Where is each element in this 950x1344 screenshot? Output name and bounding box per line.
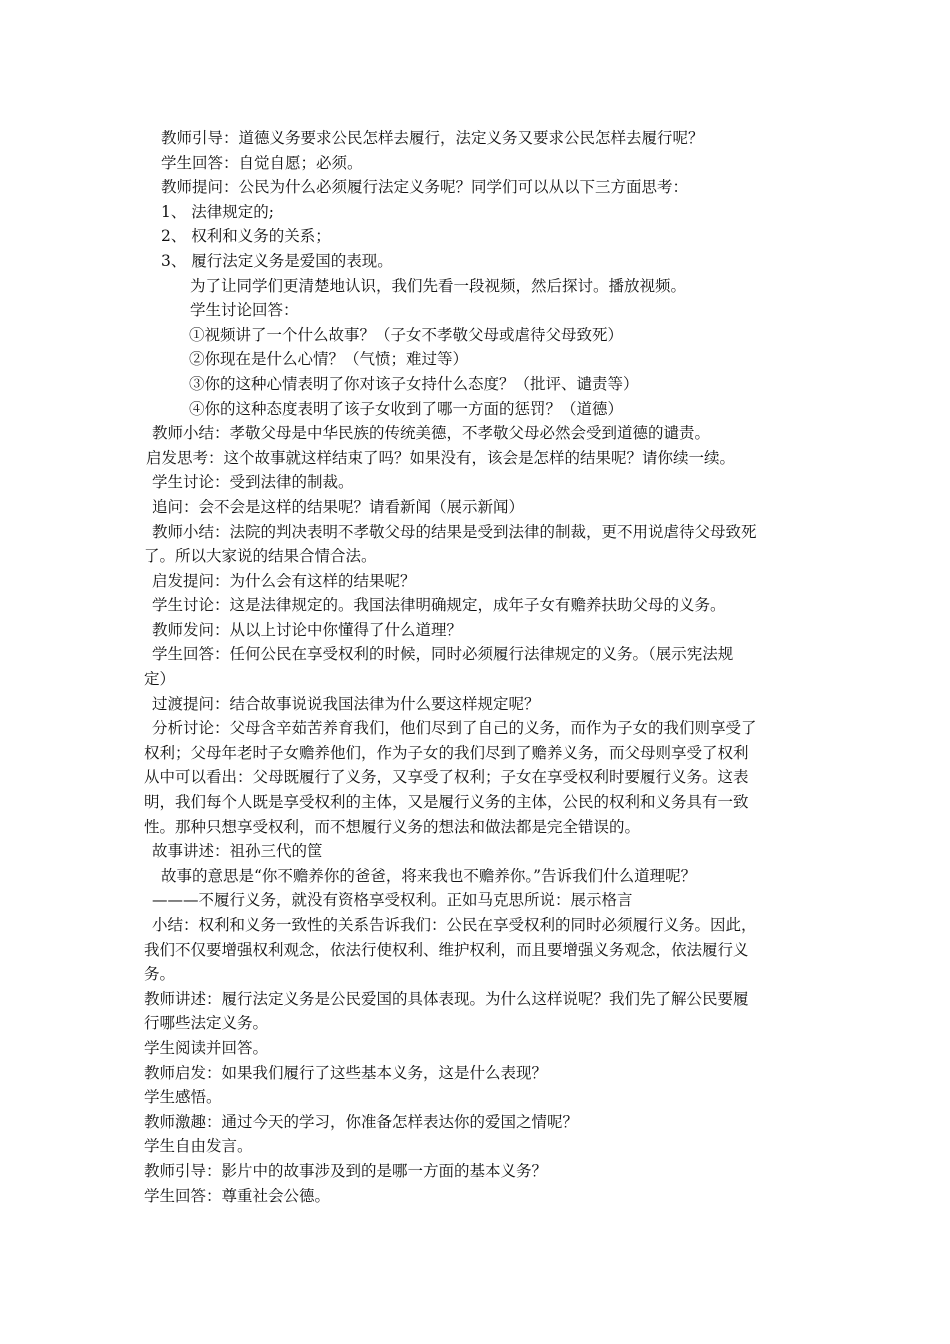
list-item: 1、 法律规定的;: [161, 202, 275, 221]
list-item: ②你现在是什么心情？（气愤；难过等）: [189, 350, 469, 369]
list-item: 2、 权利和义务的关系；: [161, 227, 331, 246]
paragraph-line: 教师启发：如果我们履行了这些基本义务，这是什么表现？: [144, 1063, 548, 1082]
paragraph-line: 教师讲述：履行法定义务是公民爱国的具体表现。为什么这样说呢？我们先了解公民要履: [144, 989, 749, 1008]
paragraph-line: 学生回答：尊重社会公德。: [144, 1186, 331, 1205]
paragraph-line: 小结：权利和义务一致性的关系告诉我们：公民在享受权利的同时必须履行义务。因此，: [152, 916, 757, 934]
paragraph-line: 教师小结：孝敬父母是中华民族的传统美德，不孝敬父母必然会受到道德的谴责。: [152, 424, 711, 443]
paragraph-line: 明，我们每个人既是享受权利的主体，又是履行义务的主体，公民的权利和义务具有一致: [144, 793, 749, 812]
paragraph-line: 从中可以看出：父母既履行了义务，又享受了权利；子女在享受权利时要履行义务。这表: [144, 768, 749, 787]
paragraph-line: 启发提问：为什么会有这样的结果呢？: [152, 571, 416, 590]
list-item: ③你的这种心情表明了你对该子女持什么态度？（批评、谴责等）: [189, 374, 639, 393]
paragraph-line: 启发思考：这个故事就这样结束了吗？如果没有，该会是怎样的结果呢？请你续一续。: [146, 448, 736, 467]
paragraph-line: 过渡提问：结合故事说说我国法律为什么要这样规定呢？: [152, 694, 540, 713]
paragraph-line: 我们不仅要增强权利观念，依法行使权利、维护权利，而且要增强义务观念，依法履行义: [144, 940, 749, 959]
paragraph-line: 为了让同学们更清楚地认识，我们先看一段视频，然后探讨。播放视频。: [190, 276, 687, 295]
paragraph-line: 分析讨论：父母含辛茹苦养育我们，他们尽到了自己的义务，而作为子女的我们则享受了: [152, 719, 757, 738]
paragraph-line: 务。: [144, 965, 176, 984]
list-item: 3、 履行法定义务是爱国的表现。: [161, 251, 393, 270]
paragraph-line: 学生阅读并回答。: [144, 1038, 269, 1057]
paragraph-line: 行哪些法定义务。: [144, 1014, 269, 1033]
paragraph-line: 学生讨论回答：: [190, 301, 299, 320]
paragraph-line: 性。那种只想享受权利，而不想履行义务的想法和做法都是完全错误的。: [144, 817, 641, 836]
list-item: ④你的这种态度表明了该子女收到了哪一方面的惩罚？（道德）: [189, 399, 624, 418]
paragraph-line: ———不履行义务，就没有资格享受权利。正如马克思所说：展示格言: [152, 891, 633, 910]
paragraph-line: 教师小结：法院的判决表明不孝敬父母的结果是受到法律的制裁，更不用说虐待父母致死: [152, 522, 757, 541]
paragraph-line: 故事的意思是“你不赡养你的爸爸，将来我也不赡养你。”告诉我们什么道理呢？: [161, 866, 697, 885]
paragraph-line: 教师引导：影片中的故事涉及到的是哪一方面的基本义务？: [144, 1161, 548, 1180]
paragraph-line: 学生回答：自觉自愿；必须。: [161, 153, 363, 172]
document-body: [144, 126, 814, 1208]
paragraph-line: 教师激趣：通过今天的学习，你准备怎样表达你的爱国之情呢？: [144, 1112, 579, 1131]
paragraph-line: 定）: [144, 670, 176, 689]
paragraph-line: 故事讲述：祖孙三代的筐: [152, 842, 323, 861]
paragraph-line: 教师引导：道德义务要求公民怎样去履行，法定义务又要求公民怎样去履行呢？: [161, 129, 704, 147]
paragraph-line: 学生自由发言。: [144, 1137, 253, 1156]
paragraph-line: 教师提问：公民为什么必须履行法定义务呢？同学们可以从以下三方面思考：: [161, 178, 689, 197]
paragraph-line: 了。所以大家说的结果合情合法。: [144, 547, 377, 566]
paragraph-line: 学生讨论：受到法律的制裁。: [152, 473, 354, 492]
paragraph-line: 学生感悟。: [144, 1088, 222, 1107]
paragraph-line: 教师发问：从以上讨论中你懂得了什么道理？: [152, 620, 463, 639]
paragraph-line: 追问：会不会是这样的结果呢？请看新闻（展示新闻）: [152, 497, 525, 516]
list-item: ①视频讲了一个什么故事？（子女不孝敬父母或虐待父母致死）: [189, 325, 624, 344]
paragraph-line: 权利；父母年老时子女赡养他们，作为子女的我们尽到了赡养义务，而父母则享受了权利: [144, 743, 749, 762]
paragraph-line: 学生讨论：这是法律规定的。我国法律明确规定，成年子女有赡养扶助父母的义务。: [152, 596, 726, 615]
paragraph-line: 学生回答：任何公民在享受权利的时候，同时必须履行法律规定的义务。（展示宪法规: [152, 645, 734, 664]
